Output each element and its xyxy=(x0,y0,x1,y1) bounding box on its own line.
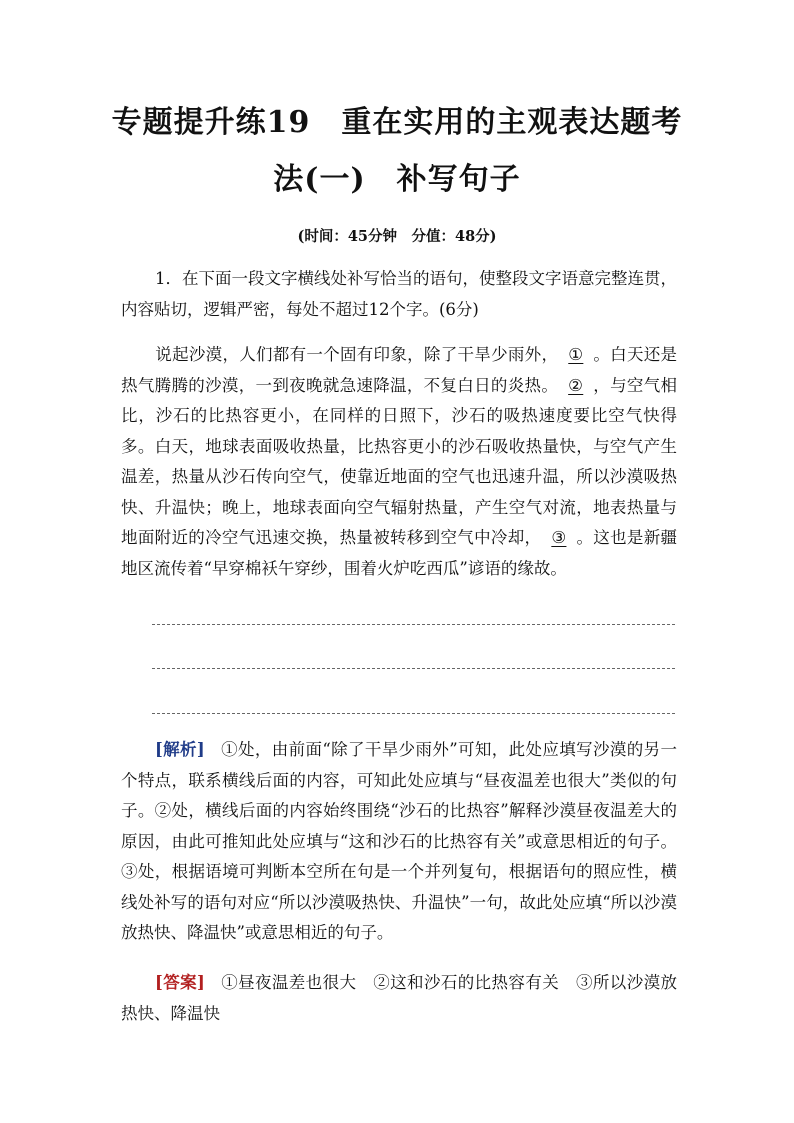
answer-label: [答案] xyxy=(155,973,205,992)
answer-line xyxy=(152,624,675,625)
answer-line xyxy=(152,713,675,714)
answer-text: ①昼夜温差也很大 ②这和沙石的比热容有关 ③所以沙漠放热快、降温快 xyxy=(121,973,677,1023)
analysis-section xyxy=(121,735,677,949)
question-text: 1．在下面一段文字横线处补写恰当的语句，使整段文字语意完整连贯，内容贴切，逻辑严密，每处不超过12个字。(6分) xyxy=(121,269,677,319)
time-score-info: (时间：45分钟 分值：48分) xyxy=(297,228,497,245)
passage-segment: 。这也是新疆地区流传着“早穿棉袄午穿纱，围着火炉吃西瓜”谚语的缘故。 xyxy=(121,528,678,578)
analysis-label: [解析] xyxy=(155,740,205,759)
passage-segment: 。白天还是热气腾腾的沙漠，一到夜晚就急速降温，不复白日的炎热。 xyxy=(121,345,678,395)
blank-2: ② xyxy=(568,375,584,395)
passage-segment: ，与空气相比，沙石的比热容更小，在同样的日照下，沙石的吸热速度要比空气快得多。白天，地球表面吸收热量，比热容更小的沙石吸收热量快，与空气产生温差，热量从沙石传向空气，使靠近地面的空气也迅速升温，所以沙漠吸热快、升温快；晚上，地球表面向空气辐射热量，产生空气对流，地表热量与地面附近的冷空气迅速交换，热量被转移到空气中冷却， xyxy=(121,375,678,547)
answer-line xyxy=(152,668,675,669)
passage-segment: 说起沙漠，人们都有一个固有印象，除了干旱少雨外， xyxy=(155,345,559,364)
page-title: 专题提升练19 重在实用的主观表达题考 xyxy=(111,105,683,140)
passage xyxy=(121,340,677,584)
page-title-line2: 法(一) 补写句子 xyxy=(273,162,521,197)
question-prompt xyxy=(121,264,677,325)
analysis-text: ①处，由前面“除了干旱少雨外”可知，此处应填写沙漠的另一个特点，联系横线后面的内容，可知此处应填与“昼夜温差也很大”类似的句子。②处，横线后面的内容始终围绕“沙石的比热容”解释沙漠昼夜温差大的原因，由此可推知此处应填与“这和沙石的比热容有关”或意思相近的句子。③处，根据语境可判断本空所在句是一个并列复句，根据语句的照应性，横线处补写的语句对应“所以沙漠吸热快、升温快”一句，故此处应填“所以沙漠放热快、降温快”或意思相近的句子。 xyxy=(121,740,677,942)
blank-1: ① xyxy=(568,345,584,364)
answer-section xyxy=(121,968,677,1029)
blank-3: ③ xyxy=(551,528,567,547)
